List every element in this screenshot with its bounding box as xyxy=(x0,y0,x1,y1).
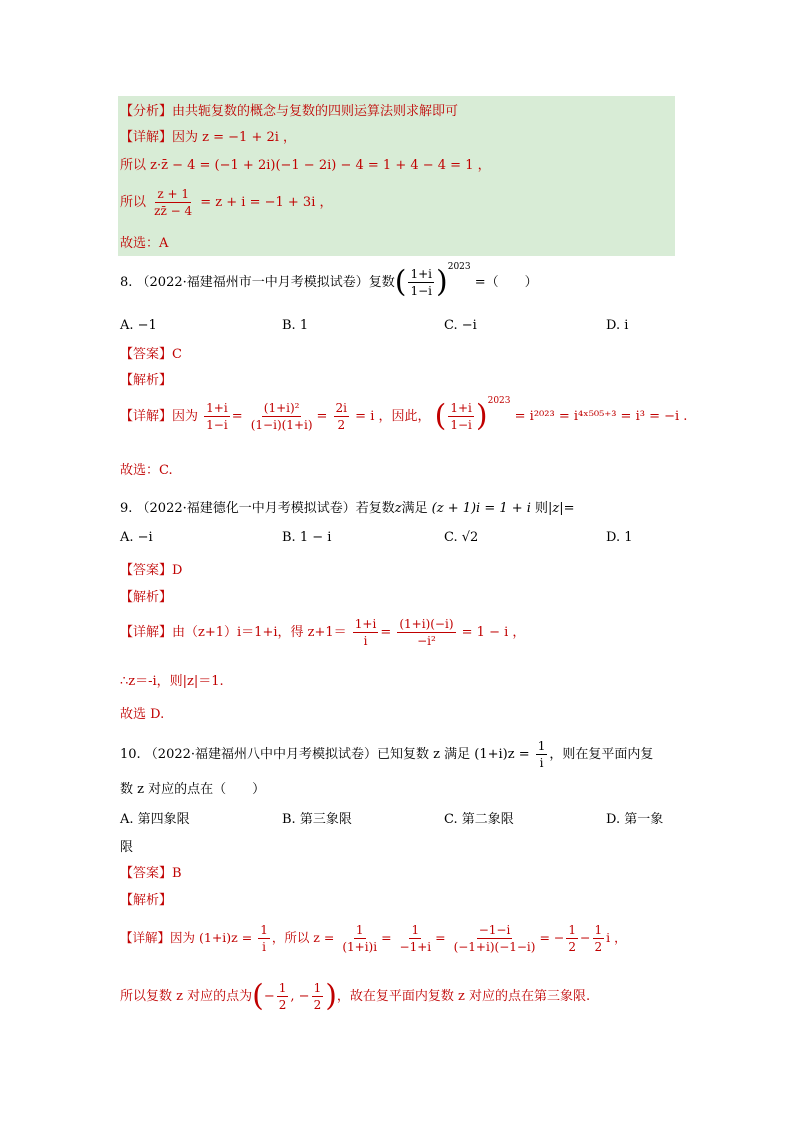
q8-choose: 故选：C. xyxy=(120,463,173,478)
question-10-text: 10. （2022·福建福州八中中月考模拟试卷）已知复数 z 满足 (1+i)z = xyxy=(120,747,530,762)
q10-option-b[interactable]: B. 第三象限 xyxy=(282,812,352,827)
q9-option-a[interactable]: A. −i xyxy=(120,530,153,545)
q10-p1-num: 1 xyxy=(278,981,287,995)
q10-p2-num: 1 xyxy=(313,981,322,995)
detail-line-3-rest: = z + i = −1 + 3i ， xyxy=(200,195,333,210)
q8-option-d[interactable]: D. i xyxy=(606,318,629,333)
q10-p2-den: 2 xyxy=(313,998,322,1012)
q8-f4-num: 1+i xyxy=(450,401,472,415)
detail-tag: 【详解】 xyxy=(120,130,173,145)
q10-f3-num: −1−i xyxy=(478,923,511,937)
q9-z: z xyxy=(394,501,402,516)
fraction xyxy=(152,186,194,219)
q8-answer: 【答案】C xyxy=(120,347,182,362)
q9-eq: (z + 1)i = 1 + i xyxy=(431,501,531,516)
q8-f3-den: 2 xyxy=(337,418,346,432)
q10-answer: 【答案】B xyxy=(120,866,182,881)
q9-option-c[interactable]: C. √2 xyxy=(444,530,479,545)
q8-detail-tag: 【详解】 xyxy=(120,409,173,424)
q10-detail: 【详解】因为 (1+i)z = $\frac{1}{i}$ ，所以 z = $\frac{1}{(1+i)i}$ = $\frac{1}{-1+i}$ = $\frac{-1-i}{(-1+i)(-1-i)}$ = − $\frac{1}{2}$ − $\frac{1}{2}$ i ， xyxy=(120,923,627,954)
fraction-numerator: z + 1 xyxy=(157,187,189,201)
q8-option-a[interactable]: A. −1 xyxy=(120,318,157,333)
question-8-text: 8. （2022·福建福州市一中月考模拟试卷）复数 xyxy=(120,275,395,290)
q9-option-b[interactable]: B. 1 − i xyxy=(282,530,332,545)
q10-f1-num: 1 xyxy=(355,923,364,937)
q9-answer: 【答案】D xyxy=(120,563,183,578)
q10-stem-frac-den: i xyxy=(539,756,544,770)
q10-option-c[interactable]: C. 第二象限 xyxy=(444,812,514,827)
analysis-text: 由共轭复数的概念与复数的四则运算法则求解即可 xyxy=(172,104,459,119)
q8-tail: =（ ） xyxy=(474,275,538,290)
q8-f2-den: (1−i)(1+i) xyxy=(250,418,313,432)
q9-detail-pre: 由（z+1）i＝1+i，得 z+1＝ xyxy=(172,625,347,640)
question-8-stem: 8. （2022·福建福州市一中月考模拟试卷）复数( $\frac{1+i}{1-i}$ )$^{2023}$ =（ ） xyxy=(120,261,538,300)
q8-f4-exponent: 2023 xyxy=(487,395,511,406)
q8-f4-den: 1−i xyxy=(450,418,472,432)
q10-point-a: − xyxy=(263,989,275,1004)
q8-f1-num: 1+i xyxy=(206,401,228,415)
detail-line-3 xyxy=(120,186,333,219)
q10-f2-num: 1 xyxy=(411,923,420,937)
q10-stem-frac-num: 1 xyxy=(537,739,546,753)
q8-option-b[interactable]: B. 1 xyxy=(282,318,309,333)
q10-line-2-post: ，故在复平面内复数 z 对应的点在第三象限. xyxy=(336,989,591,1004)
q10-option-d[interactable]: D. 第一象 xyxy=(606,812,664,827)
q10-f0-den: i xyxy=(262,940,266,954)
q8-option-c[interactable]: C. −i xyxy=(444,318,477,333)
q8-end: = i²⁰²³ = i⁴ˣ⁵⁰⁵⁺³ = i³ = −i . xyxy=(514,409,688,424)
q10-f2-den: −1+i xyxy=(399,940,432,954)
q10-p1-den: 2 xyxy=(278,998,287,1012)
q9-detail: 【详解】由（z+1）i＝1+i，得 z+1＝ $\frac{1+i}{i}$ = $\frac{(1+i)(-i)}{\text{−i²}}$ = 1 − i ， xyxy=(120,617,526,648)
q9-line-2: ∴z＝-i，则|z|＝1. xyxy=(120,674,224,689)
q9-end: 则 xyxy=(534,501,548,516)
q10-detail-pre: 因为 (1+i)z = xyxy=(170,930,253,945)
q9-choose: 故选 D. xyxy=(120,707,165,722)
q9-abs: |z|= xyxy=(547,501,575,516)
q10-detail-end-c: i ， xyxy=(606,930,627,945)
q10-detail-so: ，所以 z = xyxy=(271,930,335,945)
q10-f3-den: (−1+i)(−1−i) xyxy=(453,940,536,954)
q8-f3-num: 2i xyxy=(335,401,348,415)
q9-mid: 满足 xyxy=(401,501,428,516)
q9-f1-num: 1+i xyxy=(354,617,377,631)
q9-detail-tag: 【详解】 xyxy=(120,625,173,640)
q9-f1-den: i xyxy=(363,634,368,648)
q10-analysis: 【解析】 xyxy=(120,893,173,908)
q8-analysis: 【解析】 xyxy=(120,373,173,388)
q8-exponent: 2023 xyxy=(447,261,471,272)
q10-option-wrap: 限 xyxy=(120,840,134,855)
analysis-line xyxy=(120,100,458,119)
detail-line-2: 所以 z·z̄ − 4 = (−1 + 2i)(−1 − 2i) − 4 = 1 + 4 − 4 = 1 ， xyxy=(120,158,491,173)
q9-option-d[interactable]: D. 1 xyxy=(606,530,633,545)
q10-f1-den: (1+i)i xyxy=(342,940,378,954)
q9-f2-den: −i² xyxy=(417,634,436,648)
detail-line-1 xyxy=(120,126,296,145)
q8-f1-den: 1−i xyxy=(206,418,228,432)
q8-detail-pre: 因为 xyxy=(172,409,199,424)
q10-detail-end-b: − xyxy=(580,930,591,945)
question-9-stem xyxy=(120,497,575,516)
q10-f5-den: 2 xyxy=(594,940,603,954)
question-10-stem xyxy=(120,738,653,771)
q9-detail-end: = 1 − i ， xyxy=(461,625,526,640)
question-9-text: 9. （2022·福建德化一中月考模拟试卷）若复数 xyxy=(120,501,395,516)
fraction-denominator: zz̄ − 4 xyxy=(154,204,193,218)
q10-option-a[interactable]: A. 第四象限 xyxy=(120,812,190,827)
detail-line-3-prefix: 所以 xyxy=(120,195,147,210)
answer-line: 故选：A xyxy=(120,236,169,251)
q10-point-b: , − xyxy=(290,989,310,1004)
q8-frac-den: 1−i xyxy=(410,284,433,298)
q8-detail: 【详解】因为 $\frac{1+i}{1-i}$ = $\frac{\text{(1+i)²}}{(1-i)(1+i)}$ = $\frac{2i}{2}$ = i ，因此， ( $\frac{1+i}{1-i}$ )$^{2023}$ = i²⁰²³ = i⁴ˣ⁵⁰⁵⁺³ = i³ = −i . xyxy=(120,395,688,434)
q10-f4-den: 2 xyxy=(568,940,577,954)
detail-text-1: 因为 z = −1 + 2i ， xyxy=(172,130,297,145)
q9-analysis: 【解析】 xyxy=(120,590,173,605)
q10-detail-end-a: = − xyxy=(539,930,565,945)
q10-line-2-pre: 所以复数 z 对应的点为 xyxy=(120,989,253,1004)
q10-f0-num: 1 xyxy=(260,923,268,937)
q10-f4-num: 1 xyxy=(568,923,577,937)
analysis-block xyxy=(118,96,675,256)
q8-frac-num: 1+i xyxy=(410,267,433,281)
q10-stem-line-2: 数 z 对应的点在（ ） xyxy=(120,782,266,797)
q8-mid: = i ，因此， xyxy=(355,409,431,424)
q10-f5-num: 1 xyxy=(594,923,603,937)
q10-stem-tail: ，则在复平面内复 xyxy=(549,747,654,762)
q8-f2-num: (1+i)² xyxy=(263,401,300,415)
analysis-tag: 【分析】 xyxy=(120,104,173,119)
q9-f2-num: (1+i)(−i) xyxy=(399,617,454,631)
q10-line-2: 所以复数 z 对应的点为(− $\frac{1}{2}$ , − $\frac{1}{2}$ )，故在复平面内复数 z 对应的点在第三象限. xyxy=(120,978,591,1014)
q10-detail-tag: 【详解】 xyxy=(120,930,171,945)
